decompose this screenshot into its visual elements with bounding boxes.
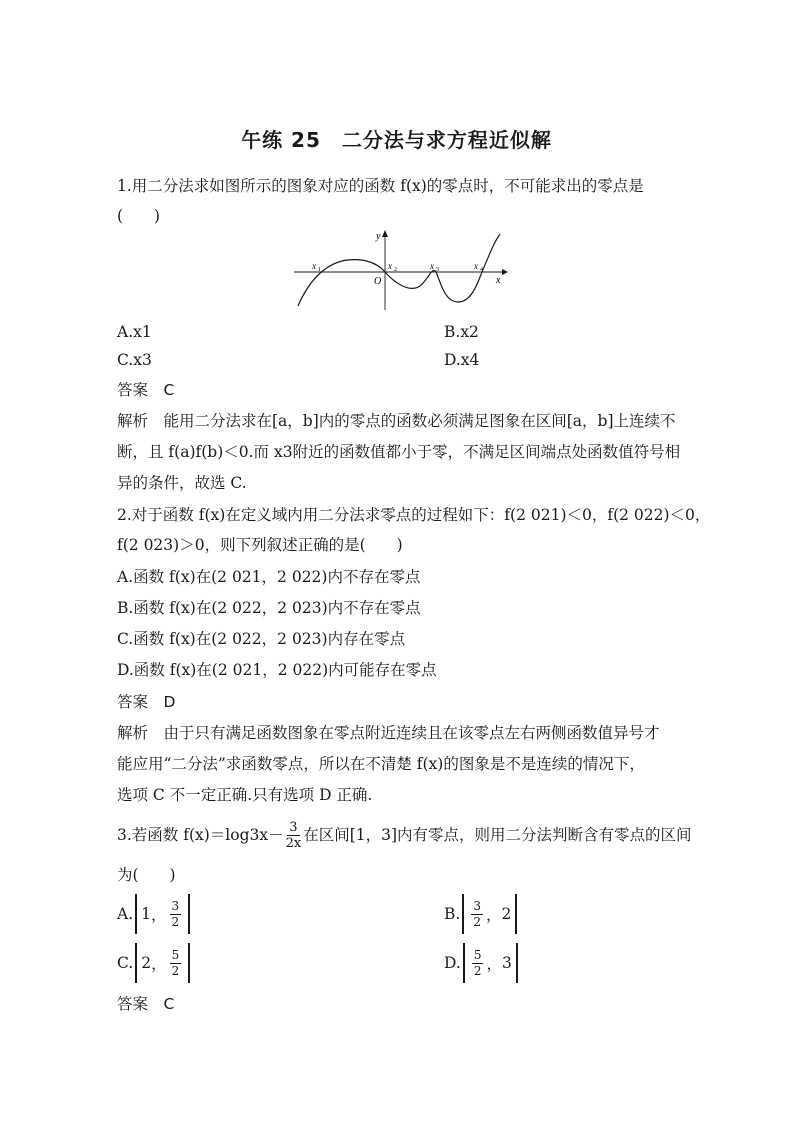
x3-subscript: 3	[436, 267, 439, 273]
q3-option-d-left-den: 2	[473, 963, 482, 978]
q3-option-d-interval: $\frac{5}{2}$ ， 3	[463, 943, 518, 983]
q3-option-a-label: A.	[117, 905, 134, 923]
q3-option-c-right-num: 5	[171, 947, 180, 962]
q1-analysis-line2: 断，且 f(a)f(b)＜0.而 x3附近的函数值都小于零，不满足区间端点处函数值符号相	[117, 443, 681, 461]
x1-subscript: 1	[318, 267, 321, 273]
q3-option-c-label: C.	[117, 954, 134, 972]
q3-stem-prefix: 3.若函数 f(x)＝log3x－	[117, 825, 284, 844]
q2-option-c[interactable]: C.函数 f(x)在(2 022，2 023)内存在零点	[117, 630, 406, 648]
q1-analysis-line3: 异的条件，故选 C.	[117, 474, 247, 492]
q3-option-a-right-num: 3	[171, 898, 180, 913]
x4-label: x	[474, 261, 478, 271]
q3-option-a-right	[170, 899, 182, 930]
q3-option-a[interactable]	[117, 894, 190, 934]
q1-stem-line1: 1.用二分法求如图所示的图象对应的函数 f(x)的零点时，不可能求出的零点是	[117, 177, 644, 195]
q3-option-d-left-num: 5	[473, 947, 482, 962]
q2-analysis-line3: 选项 C 不一定正确.只有选项 D 正确.	[117, 786, 373, 804]
q3-option-c-right	[170, 948, 182, 979]
q3-option-d-left	[472, 948, 484, 979]
x3-label: x	[430, 261, 434, 271]
q2-option-a[interactable]: A.函数 f(x)在(2 021，2 022)内不存在零点	[117, 568, 421, 586]
q1-option-b[interactable]: B.x2	[444, 323, 479, 341]
q3-option-b[interactable]	[444, 894, 517, 934]
origin-label: O	[374, 276, 382, 287]
q3-answer: 答案 C	[117, 995, 175, 1013]
q2-analysis-line1: 解析 由于只有满足函数图象在零点附近连续且在该零点左右两侧函数值异号才	[117, 724, 660, 742]
q3-fraction-numerator: 3	[289, 820, 298, 835]
q3-option-a-interval: 1 ， $\frac{3}{2}$	[135, 894, 190, 934]
q1-option-a[interactable]: A.x1	[117, 323, 152, 341]
q1-stem-line2: ( )	[117, 207, 161, 225]
q3-fraction-denominator: 2x	[285, 836, 302, 851]
q1-function-graph	[290, 228, 510, 312]
page-title: 午练 25 二分法与求方程近似解	[241, 128, 552, 152]
q1-option-c[interactable]: C.x3	[117, 351, 152, 369]
q3-option-c-left: 2	[141, 954, 152, 972]
q3-option-c[interactable]	[117, 943, 190, 983]
q2-stem-line2: f(2 023)＞0，则下列叙述正确的是( )	[117, 536, 403, 554]
function-curve	[298, 234, 500, 306]
q3-stem-line1	[117, 818, 692, 849]
q2-analysis-line2: 能应用“二分法”求函数零点，所以在不清楚 f(x)的图象是不是连续的情况下，	[117, 755, 645, 773]
x4-subscript: 4	[480, 267, 483, 273]
q3-option-b-left-num: 3	[473, 898, 481, 913]
q3-option-b-left	[471, 899, 483, 930]
q2-answer: 答案 D	[117, 693, 176, 711]
q1-answer: 答案 C	[117, 381, 175, 399]
q3-option-b-left-den: 2	[473, 914, 481, 929]
q3-option-d[interactable]	[444, 943, 518, 983]
q2-stem-line1: 2.对于函数 f(x)在定义域内用二分法求零点的过程如下：f(2 021)＜0，f(2 022)＜0，	[117, 506, 711, 524]
q1-option-d[interactable]: D.x4	[444, 351, 480, 369]
q3-option-b-interval: $\frac{3}{2}$ ， 2	[462, 894, 517, 934]
q3-fraction	[286, 820, 302, 851]
q3-option-b-label: B.	[444, 905, 461, 923]
y-axis-arrow	[382, 230, 388, 237]
q3-option-b-right: 2	[501, 905, 512, 923]
q2-option-d[interactable]: D.函数 f(x)在(2 021，2 022)内可能存在零点	[117, 661, 437, 679]
q3-stem-line2: 为( )	[117, 866, 176, 884]
q3-option-d-label: D.	[444, 954, 461, 972]
q3-option-d-right: 3	[501, 954, 512, 972]
q3-option-c-right-den: 2	[171, 963, 180, 978]
x-axis-arrow	[502, 269, 508, 275]
q1-analysis-line1: 解析 能用二分法求在[a，b]内的零点的函数必须满足图象在区间[a，b]上连续不	[117, 412, 676, 430]
x2-label: x	[388, 261, 392, 271]
x2-subscript: 2	[394, 267, 397, 273]
x1-label: x	[312, 261, 316, 271]
q3-option-c-interval: 2 ， $\frac{5}{2}$	[135, 943, 190, 983]
q3-stem-suffix: 在区间[1，3]内有零点，则用二分法判断含有零点的区间	[303, 825, 692, 844]
q2-option-b[interactable]: B.函数 f(x)在(2 022，2 023)内不存在零点	[117, 599, 421, 617]
q3-option-a-right-den: 2	[171, 914, 180, 929]
y-axis-label: y	[376, 231, 381, 242]
x-axis-label: x	[496, 275, 501, 286]
q3-option-a-left: 1	[141, 905, 151, 923]
